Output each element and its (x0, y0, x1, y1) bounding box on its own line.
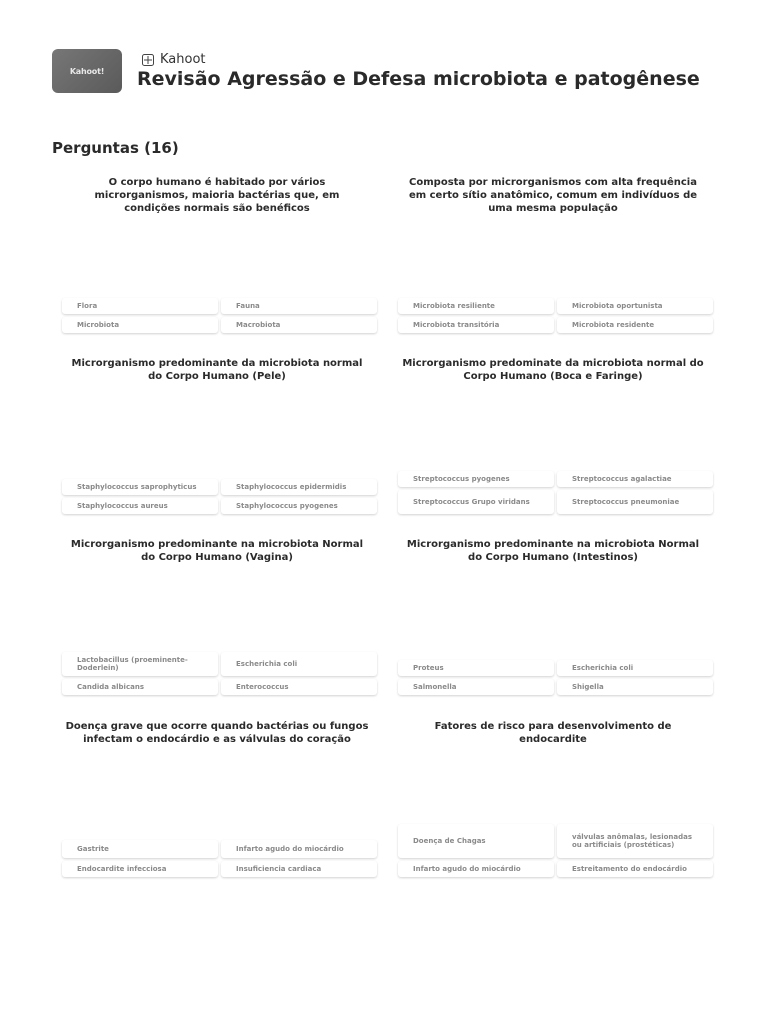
answer-option[interactable]: Lactobacillus (proeminente-Doderlein) (62, 652, 218, 676)
answer-option[interactable]: Microbiota (62, 317, 218, 333)
answer-option[interactable]: Microbiota residente (557, 317, 713, 333)
grid-icon (142, 54, 154, 66)
question-card[interactable] (57, 720, 377, 880)
answer-option[interactable]: Candida albicans (62, 679, 218, 695)
answer-grid (398, 824, 712, 877)
answer-option[interactable]: Doença de Chagas (398, 824, 554, 858)
answer-grid (62, 298, 376, 333)
answer-grid (398, 660, 712, 695)
question-text: Microrganismo predominante na microbiota Normal do Corpo Humano (Vagina) (70, 539, 364, 563)
question-card[interactable] (393, 720, 713, 880)
answer-grid (62, 652, 376, 695)
question-card[interactable] (393, 176, 713, 336)
answer-option[interactable]: Microbiota oportunista (557, 298, 713, 314)
kahoot-logo[interactable] (52, 49, 122, 93)
answer-option[interactable]: Streptococcus pyogenes (398, 471, 554, 487)
answer-option[interactable]: Streptococcus pneumoniae (557, 490, 713, 514)
brand-label[interactable]: Kahoot (160, 52, 206, 67)
answer-option[interactable]: Streptococcus agalactiae (557, 471, 713, 487)
question-text: Microrganismo predominante na microbiota Normal do Corpo Humano (Intestinos) (406, 539, 700, 563)
answer-option[interactable]: válvulas anômalas, lesionadas ou artificiais (prostéticas) (557, 824, 713, 858)
answer-option[interactable]: Staphylococcus epidermidis (221, 479, 377, 495)
question-text: Doença grave que ocorre quando bactérias ou fungos infectam o endocárdio e as válvulas do coração (65, 721, 369, 745)
question-card[interactable] (57, 176, 377, 336)
answer-option[interactable]: Gastrite (62, 840, 218, 858)
question-card[interactable] (393, 357, 713, 517)
answer-grid (62, 840, 376, 877)
answer-option[interactable]: Infarto agudo do miocárdio (221, 840, 377, 858)
question-card[interactable] (57, 538, 377, 698)
question-card[interactable] (57, 357, 377, 517)
brand-row (142, 52, 206, 67)
answer-grid (398, 298, 712, 333)
page-title: Revisão Agressão e Defesa microbiota e patogênese (137, 68, 700, 90)
answer-option[interactable]: Infarto agudo do miocárdio (398, 861, 554, 877)
answer-option[interactable]: Microbiota transitória (398, 317, 554, 333)
answer-option[interactable]: Fauna (221, 298, 377, 314)
section-title: Perguntas (16) (52, 139, 179, 157)
answer-option[interactable]: Escherichia coli (557, 660, 713, 676)
answer-grid (398, 471, 712, 514)
question-card[interactable] (393, 538, 713, 698)
answer-option[interactable]: Streptococcus Grupo viridans (398, 490, 554, 514)
answer-option[interactable]: Salmonella (398, 679, 554, 695)
question-text: Composta por microrganismos com alta frequência em certo sítio anatômico, comum em indivíduos de uma mesma população (408, 177, 698, 214)
answer-option[interactable]: Escherichia coli (221, 652, 377, 676)
answer-option[interactable]: Endocardite infecciosa (62, 861, 218, 877)
answer-option[interactable]: Macrobiota (221, 317, 377, 333)
answer-grid (62, 479, 376, 514)
answer-option[interactable]: Enterococcus (221, 679, 377, 695)
answer-option[interactable]: Staphylococcus saprophyticus (62, 479, 218, 495)
answer-option[interactable]: Estreitamento do endocárdio (557, 861, 713, 877)
answer-option[interactable]: Staphylococcus aureus (62, 498, 218, 514)
answer-option[interactable]: Proteus (398, 660, 554, 676)
question-text: Microrganismo predominante da microbiota normal do Corpo Humano (Pele) (71, 358, 363, 382)
question-text: Microrganismo predominate da microbiota normal do Corpo Humano (Boca e Faringe) (402, 358, 704, 382)
question-text: Fatores de risco para desenvolvimento de endocardite (434, 721, 672, 745)
answer-option[interactable]: Insuficiencia cardiaca (221, 861, 377, 877)
logo-text: Kahoot! (69, 66, 105, 76)
answer-option[interactable]: Staphylococcus pyogenes (221, 498, 377, 514)
question-text: O corpo humano é habitado por vários microrganismos, maioria bactérias que, em condições normais são benéficos (94, 177, 340, 214)
answer-option[interactable]: Microbiota resiliente (398, 298, 554, 314)
answer-option[interactable]: Shigella (557, 679, 713, 695)
answer-option[interactable]: Flora (62, 298, 218, 314)
